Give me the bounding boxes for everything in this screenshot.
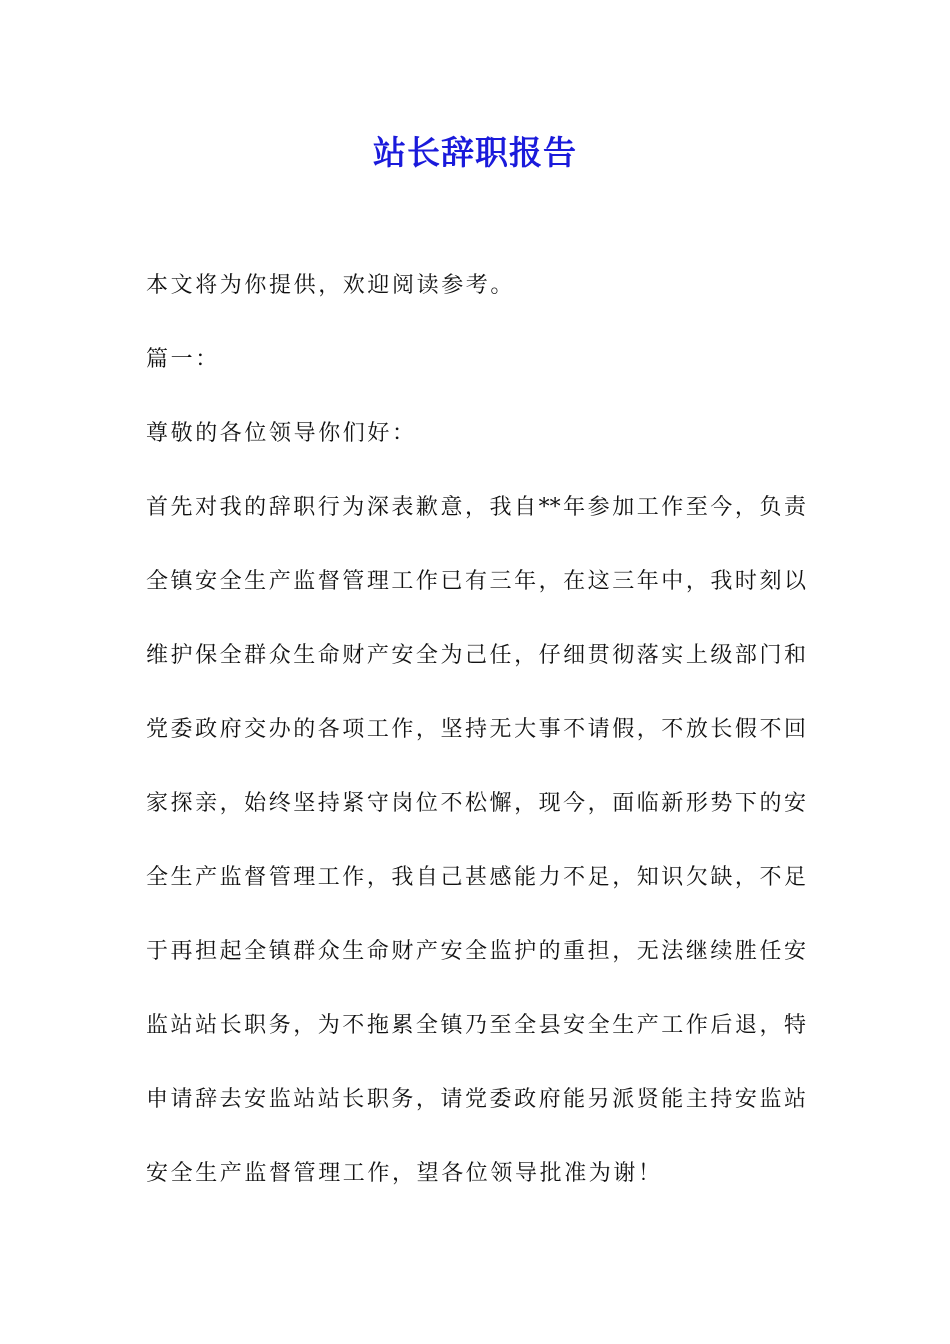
section-heading: 篇一： [146, 347, 220, 372]
body-line: 申请辞去安监站站长职务，请党委政府能另派贤能主持安监站 [146, 1087, 806, 1112]
body-line: 监站站长职务，为不拖累全镇乃至全县安全生产工作后退，特 [146, 1013, 806, 1038]
intro-line: 本文将为你提供，欢迎阅读参考。 [146, 273, 516, 298]
body-line: 家探亲，始终坚持紧守岗位不松懈，现今，面临新形势下的安 [146, 791, 806, 816]
body-line: 全镇安全生产监督管理工作已有三年，在这三年中，我时刻以 [146, 569, 806, 594]
document-title: 站长辞职报告 [373, 133, 577, 172]
body-line: 维护保全群众生命财产安全为己任，仔细贯彻落实上级部门和 [146, 643, 806, 668]
body-line: 全生产监督管理工作，我自己甚感能力不足，知识欠缺，不足 [146, 865, 806, 890]
body-line-last: 安全生产监督管理工作，望各位领导批准为谢！ [146, 1161, 663, 1186]
body-line: 党委政府交办的各项工作，坚持无大事不请假，不放长假不回 [146, 717, 806, 742]
body-line: 于再担起全镇群众生命财产安全监护的重担，无法继续胜任安 [146, 939, 806, 964]
body-line: 首先对我的辞职行为深表歉意，我自**年参加工作至今，负责 [146, 495, 806, 520]
salutation-line: 尊敬的各位领导你们好： [146, 421, 417, 446]
